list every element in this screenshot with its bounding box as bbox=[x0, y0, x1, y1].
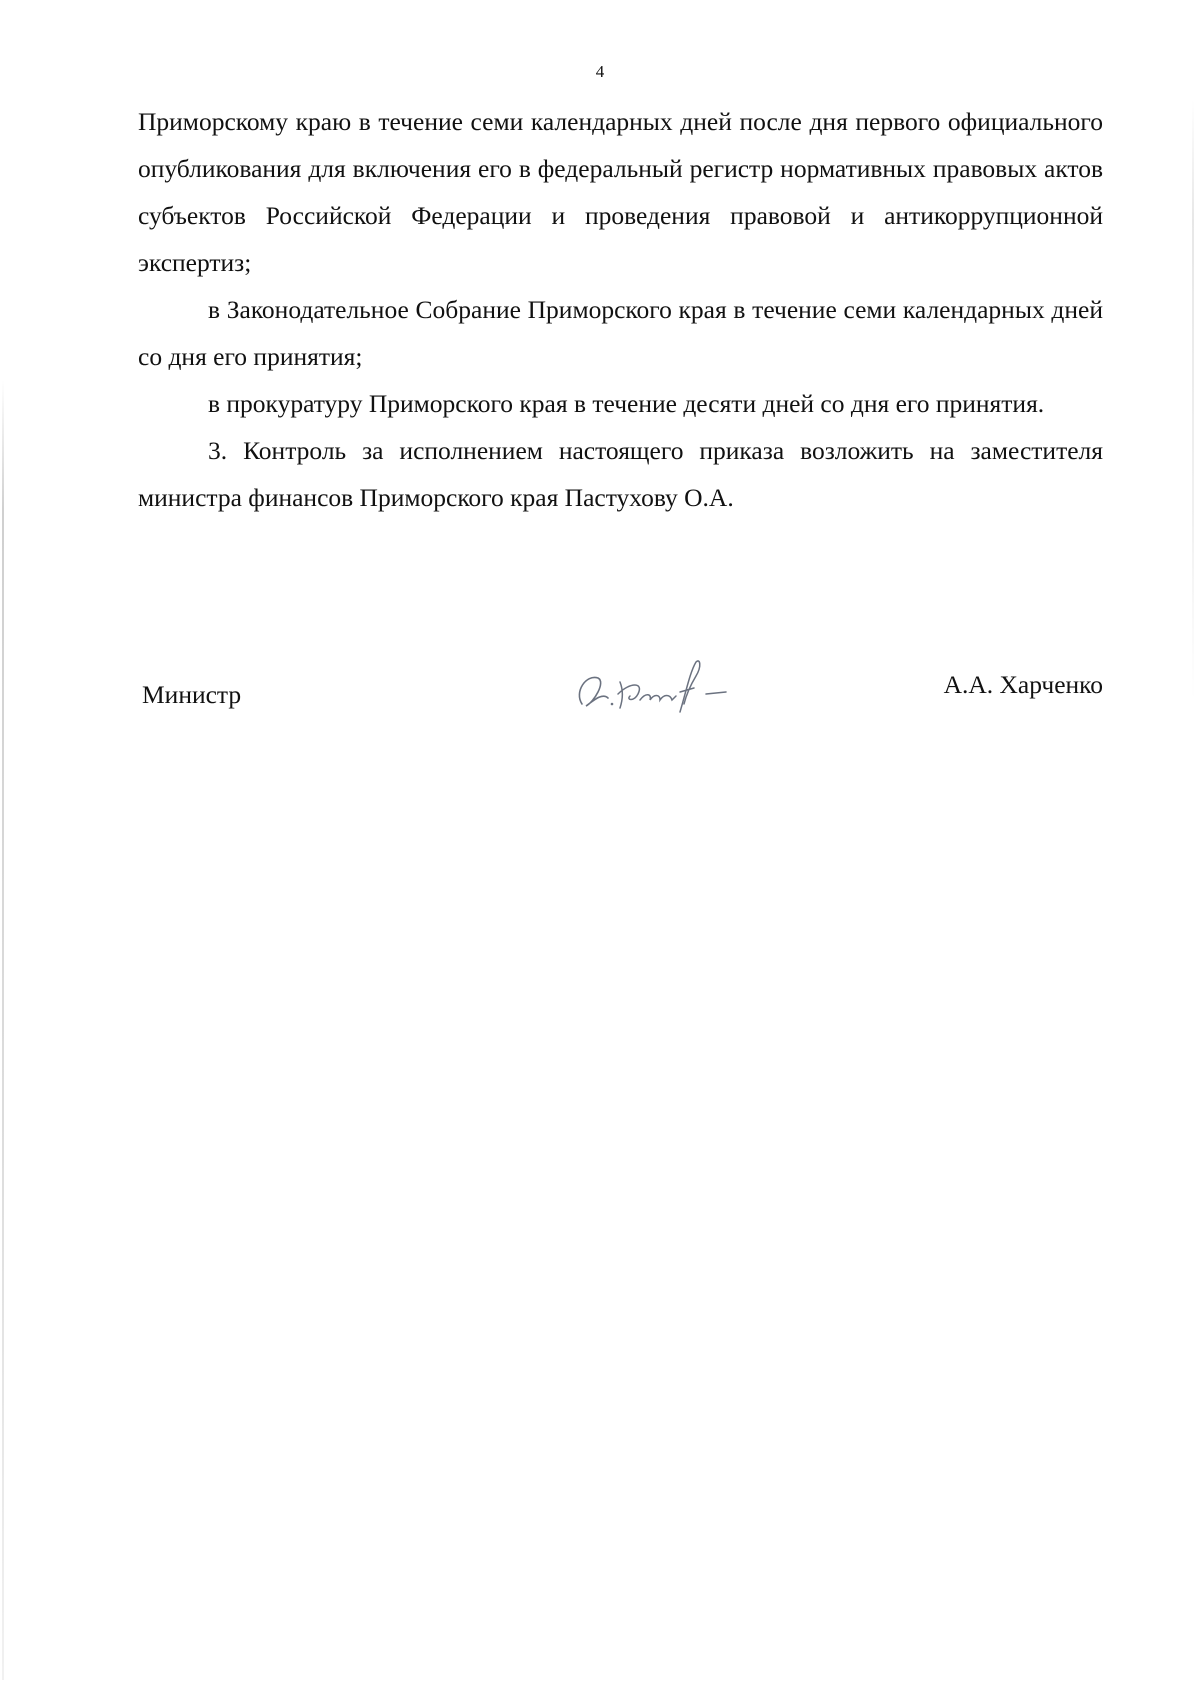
handwritten-signature bbox=[568, 652, 748, 722]
document-body bbox=[138, 98, 1103, 521]
signature-block bbox=[138, 660, 1103, 720]
page-number: 4 bbox=[595, 62, 605, 81]
paragraph-legislative-assembly: в Законодательное Собрание Приморского края в течение семи календарных дней со дня его принятия; bbox=[138, 295, 1103, 371]
signatory-name: А.А. Харченко bbox=[943, 670, 1103, 699]
scan-edge-artifact bbox=[1192, 100, 1194, 700]
paragraph-prosecutor: в прокуратуру Приморского края в течение десяти дней со дня его принятия. bbox=[208, 389, 1045, 418]
paragraph-control: 3. Контроль за исполнением настоящего приказа возложить на заместителя министра финансов Приморского края Пастухову О.А. bbox=[138, 436, 1103, 512]
paragraph-continuation: Приморскому краю в течение семи календарных дней после дня первого официального опубликования для включения его в федеральный регистр нормативных правовых актов субъектов Российской Федерации и проведения правовой и антикоррупционной экспертиз; bbox=[138, 107, 1103, 277]
signatory-title: Министр bbox=[142, 680, 242, 709]
scan-edge-artifact bbox=[2, 380, 4, 1680]
